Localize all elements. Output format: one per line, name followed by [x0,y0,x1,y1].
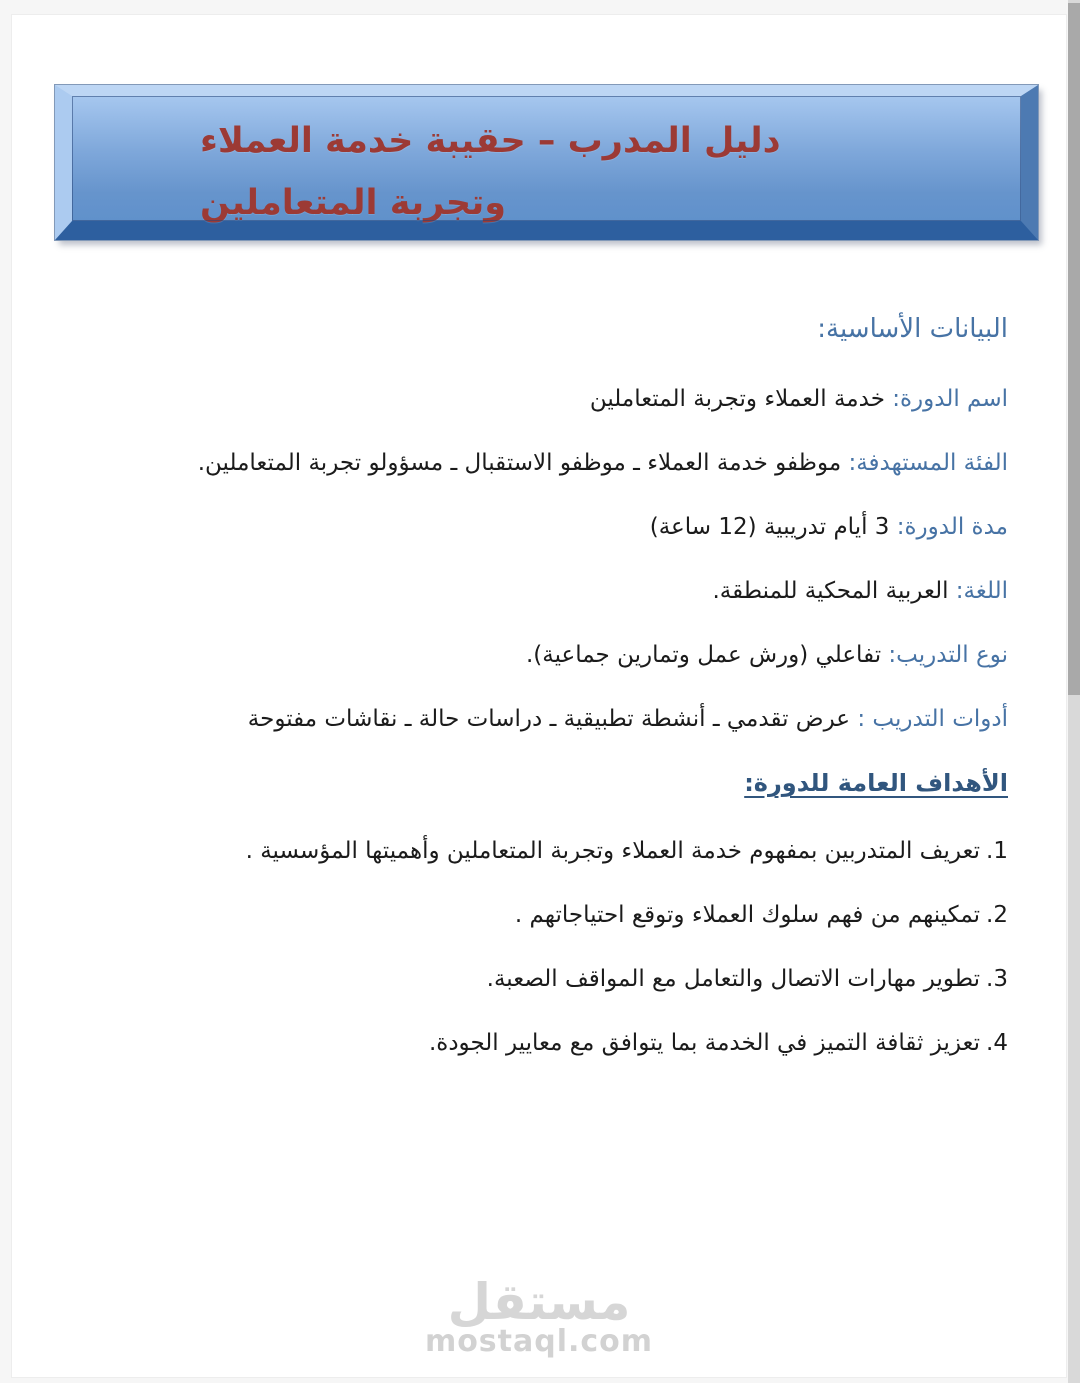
objective-item-2 [52,898,1008,932]
objective-text: تمكينهم من فهم سلوك العملاء وتوقع احتياجاتهم . [514,902,981,928]
watermark-domain: mostaql.com [424,1324,654,1359]
objective-number: 3. [986,966,1008,992]
field-value: خدمة العملاء وتجربة المتعاملين [589,386,885,412]
field-target-audience [52,446,1008,480]
objective-item-3 [52,962,1008,996]
field-label: مدة الدورة: [896,514,1008,540]
field-value: عرض تقدمي ـ أنشطة تطبيقية ـ دراسات حالة ـ نقاشات مفتوحة [247,706,851,732]
objective-number: 1. [986,838,1008,864]
document-title: دليل المدرب – حقيبة خدمة العملاء وتجربة المتعاملين [200,121,781,223]
field-label: الفئة المستهدفة: [848,450,1008,476]
scrollbar-thumb[interactable] [1068,3,1080,695]
field-label: اللغة: [955,578,1008,604]
field-training-tools [52,702,1008,736]
field-course-name [52,382,1008,416]
objective-text: تعزيز ثقافة التميز في الخدمة بما يتوافق مع معايير الجودة. [428,1030,981,1056]
objective-text: تعريف المتدربين بمفهوم خدمة العملاء وتجربة المتعاملين وأهميتها المؤسسية . [245,838,981,864]
section-heading-basic-data: البيانات الأساسية: [817,314,1008,344]
field-value: 3 أيام تدريبية (12 ساعة) [649,514,890,540]
field-value: العربية المحكية للمنطقة. [712,578,949,604]
scrollbar-track[interactable] [1068,0,1080,1383]
document-page [12,15,1066,1377]
field-label: أدوات التدريب : [857,706,1008,732]
objective-number: 4. [986,1030,1008,1056]
objectives-heading: الأهداف العامة للدورة: [744,769,1008,797]
document-body [12,240,1066,1060]
field-label: نوع التدريب: [888,642,1008,668]
title-banner [55,85,1038,240]
field-value: موظفو خدمة العملاء ـ موظفو الاستقبال ـ مسؤولو تجربة المتعاملين. [197,450,842,476]
field-language [52,574,1008,608]
objective-item-4 [52,1026,1008,1060]
field-training-type [52,638,1008,672]
field-value: تفاعلي (ورش عمل وتمارين جماعية). [525,642,882,668]
objective-text: تطوير مهارات الاتصال والتعامل مع المواقف الصعبة. [486,966,981,992]
mostaql-logo: مستقل [447,1273,631,1331]
watermark [12,1273,1066,1359]
objective-item-1 [52,834,1008,868]
field-course-duration [52,510,1008,544]
field-label: اسم الدورة: [892,386,1008,412]
objective-number: 2. [986,902,1008,928]
